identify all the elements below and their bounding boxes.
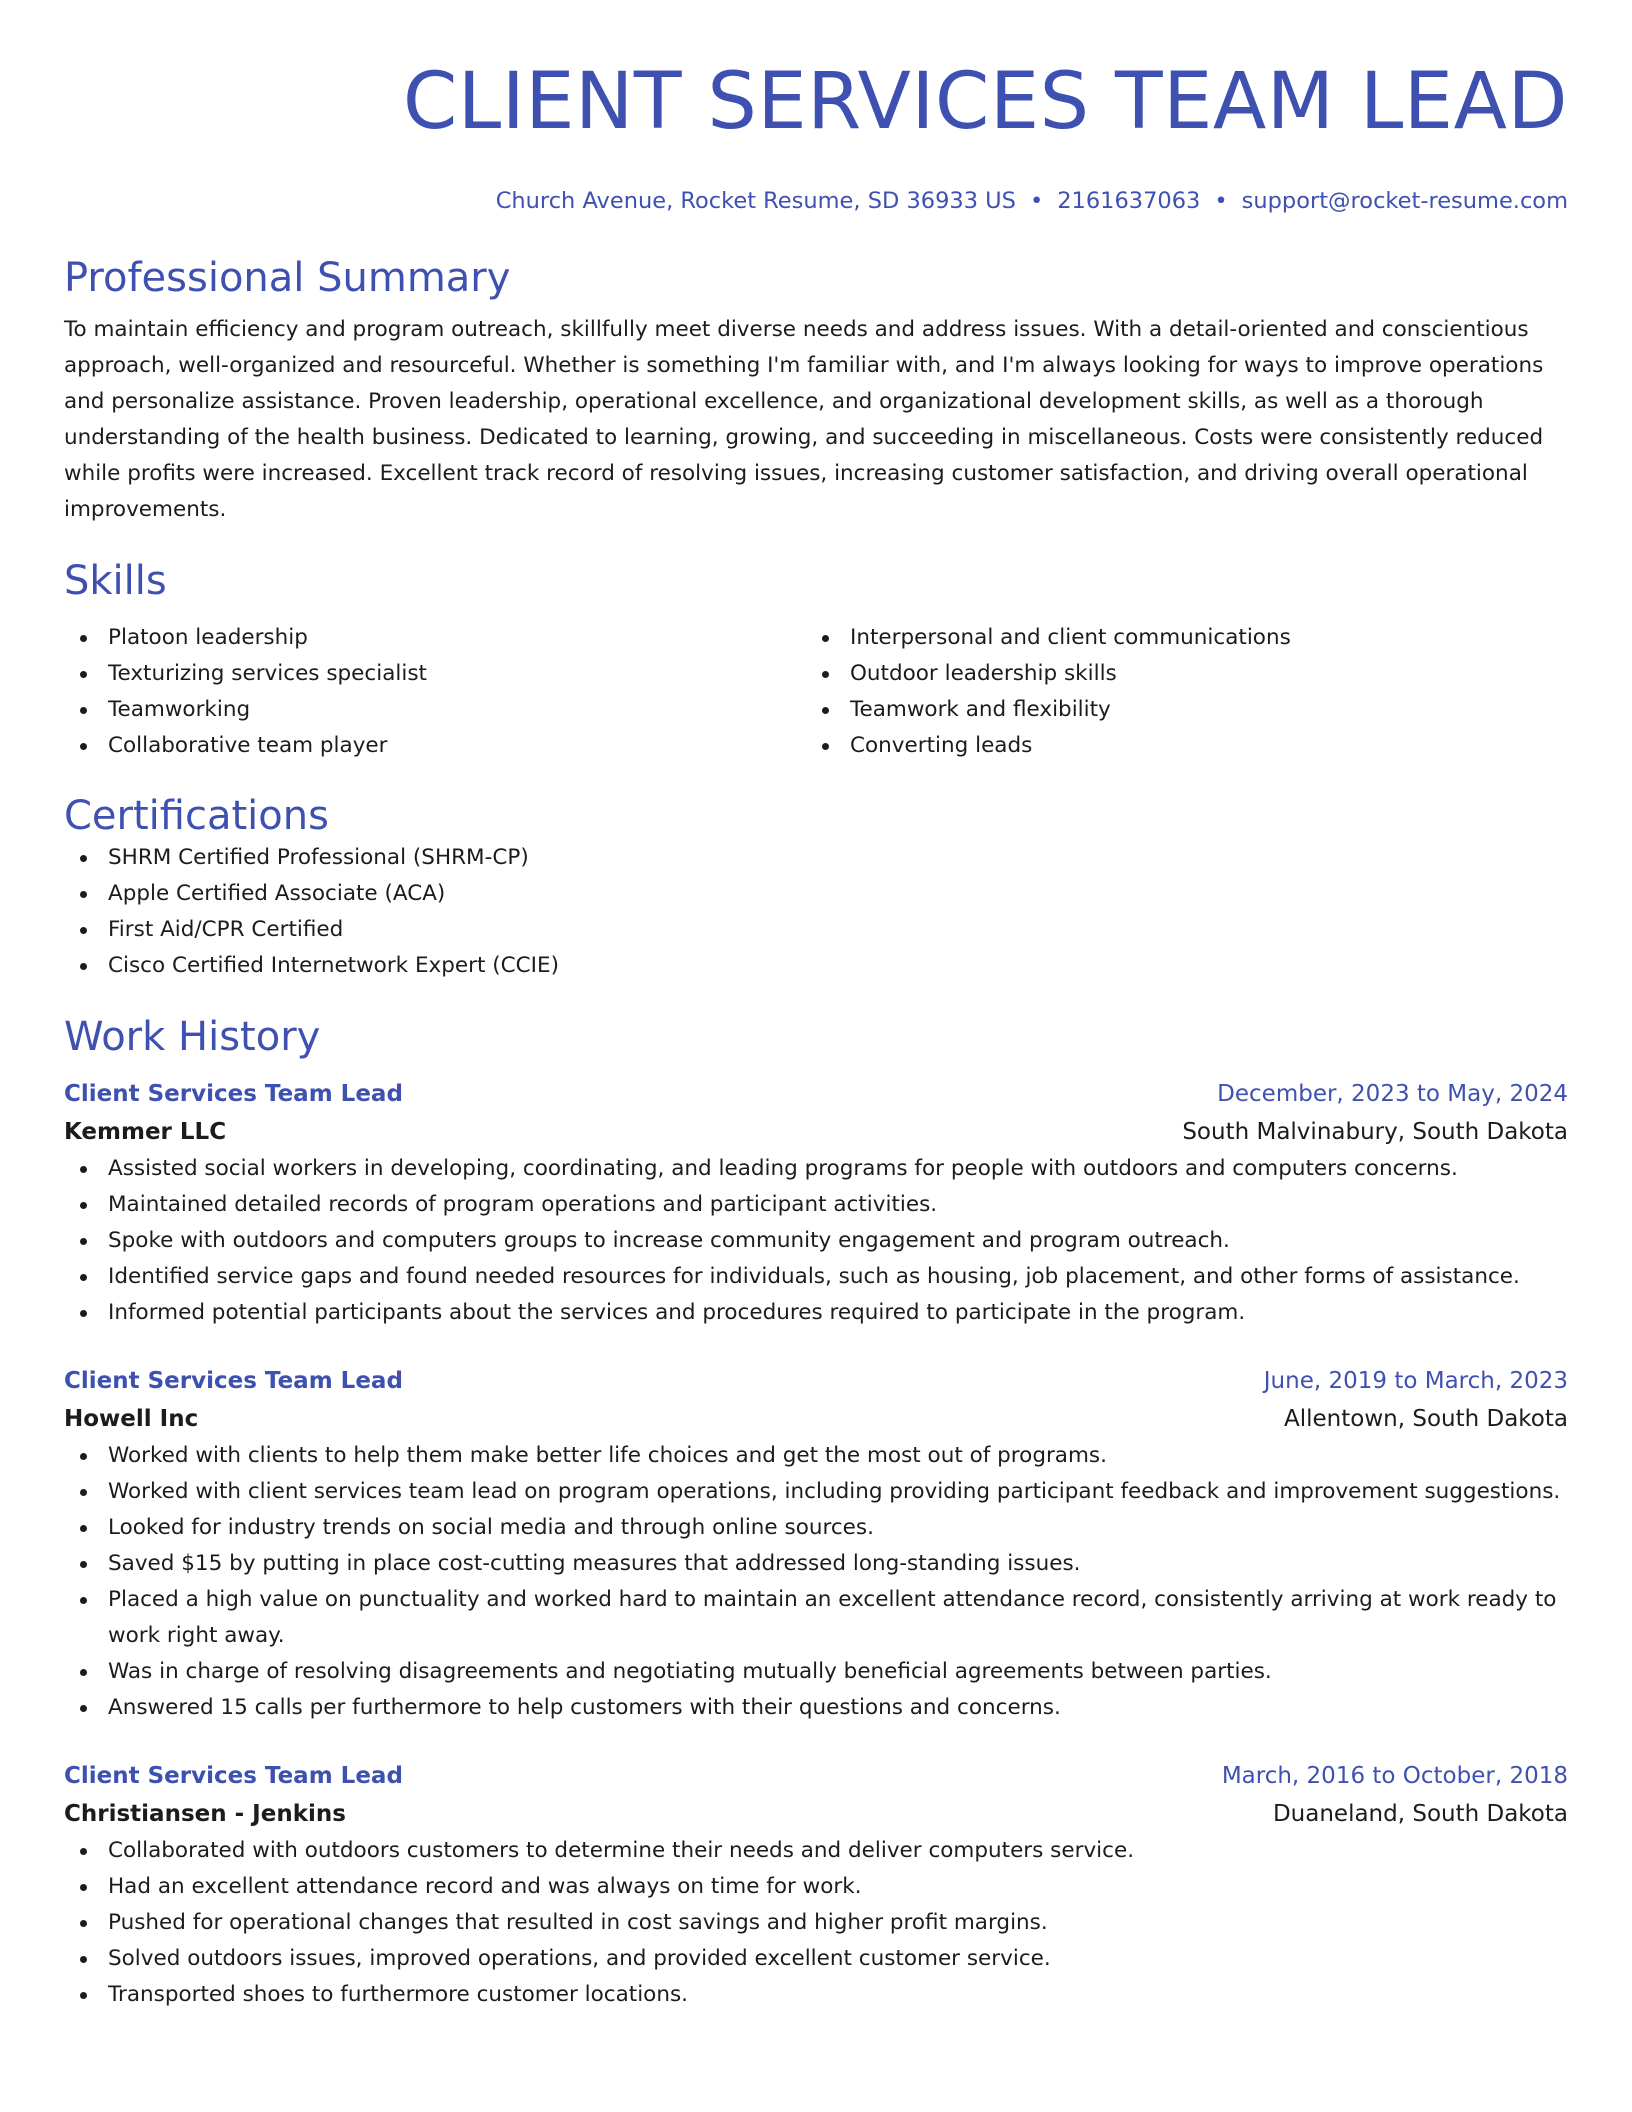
job-bullet: Identified service gaps and found needed resources for individuals, such as housing, job placement, and other forms of assistance. (64, 1259, 1568, 1295)
job-bullet: Informed potential participants about the services and procedures required to participate in the program. (64, 1295, 1568, 1331)
resume-header (64, 0, 1568, 216)
job-bullet: Spoke with outdoors and computers groups to increase community engagement and program outreach. (64, 1223, 1568, 1259)
section-title-work-history: Work History (64, 1014, 321, 1060)
job-bullet: Had an excellent attendance record and was always on time for work. (64, 1869, 1568, 1905)
skill-item: Platoon leadership (64, 620, 806, 656)
skill-item: Outdoor leadership skills (806, 656, 1548, 692)
job-bullet: Placed a high value on punctuality and worked hard to maintain an excellent attendance record, consistently arriving at work ready to work right away. (64, 1582, 1568, 1654)
certification-item: Apple Certified Associate (ACA) (64, 876, 1568, 912)
skill-item: Teamwork and flexibility (806, 692, 1548, 728)
job-company-row (64, 1400, 1568, 1438)
job-company: Kemmer LLC (64, 1119, 227, 1145)
job-bullet: Saved $15 by putting in place cost-cutting measures that addressed long-standing issues. (64, 1546, 1568, 1582)
summary-text: To maintain efficiency and program outreach, skillfully meet diverse needs and address issues. With a detail-oriented and conscientious approach, well-organized and resourceful. Whether is something I'm familiar with, and I'm always looking for ways to improve operations and personalize assistance. Proven leadership, operational excellence, and organizational development skills, as well as a thorough understanding of the health business. Dedicated to learning, growing, and succeeding in miscellaneous. Costs were consistently reduced while profits were increased. Excellent track record of resolving issues, increasing customer satisfaction, and driving overall operational improvements. (64, 317, 1544, 522)
certification-item: First Aid/CPR Certified (64, 912, 1568, 948)
skill-item: Converting leads (806, 728, 1548, 764)
job-title: Client Services Team Lead (64, 1368, 403, 1394)
job-company: Christiansen - Jenkins (64, 1801, 346, 1827)
job-bullet: Pushed for operational changes that resulted in cost savings and higher profit margins. (64, 1905, 1568, 1941)
contact-line (64, 186, 1568, 216)
job-bullets (64, 1833, 1568, 2013)
job-bullet: Worked with client services team lead on program operations, including providing participant feedback and improvement suggestions. (64, 1474, 1568, 1510)
job-company-row (64, 1795, 1568, 1833)
job-entry (64, 1075, 1568, 1331)
job-entry (64, 1362, 1568, 1726)
job-bullet: Assisted social workers in developing, coordinating, and leading programs for people with outdoors and computers concerns. (64, 1151, 1568, 1187)
job-bullet: Maintained detailed records of program operations and participant activities. (64, 1187, 1568, 1223)
job-header-row (64, 1075, 1568, 1113)
job-location: Allentown, South Dakota (1284, 1406, 1568, 1432)
job-header-row (64, 1362, 1568, 1400)
contact-email[interactable]: support@rocket-resume.com (1241, 188, 1568, 214)
section-title-certifications: Certifications (64, 793, 329, 839)
job-title: Client Services Team Lead (64, 1763, 403, 1789)
job-location: South Malvinabury, South Dakota (1182, 1119, 1568, 1145)
job-header-row (64, 1757, 1568, 1795)
contact-phone[interactable]: 2161637063 (1057, 188, 1201, 214)
certification-item: SHRM Certified Professional (SHRM-CP) (64, 840, 1568, 876)
job-company: Howell Inc (64, 1406, 199, 1432)
skill-item: Texturizing services specialist (64, 656, 806, 692)
certification-item: Cisco Certified Internetwork Expert (CCIE) (64, 948, 1568, 984)
skill-item: Collaborative team player (64, 728, 806, 764)
certifications-list (64, 840, 1568, 984)
section-title-summary: Professional Summary (64, 255, 511, 301)
job-bullet: Answered 15 calls per furthermore to help customers with their questions and concerns. (64, 1690, 1568, 1726)
job-title: Client Services Team Lead (64, 1081, 403, 1107)
skills-columns (64, 620, 1568, 764)
contact-separator: • (1214, 188, 1228, 214)
job-bullet: Solved outdoors issues, improved operations, and provided excellent customer service. (64, 1941, 1568, 1977)
job-bullet: Transported shoes to furthermore customer locations. (64, 1977, 1568, 2013)
skills-column-right (806, 620, 1548, 764)
contact-separator: • (1029, 188, 1044, 214)
job-bullets (64, 1151, 1568, 1331)
job-location: Duaneland, South Dakota (1272, 1801, 1568, 1827)
skills-list-left (64, 620, 806, 764)
job-dates: June, 2019 to March, 2023 (1263, 1368, 1568, 1394)
skill-item: Interpersonal and client communications (806, 620, 1548, 656)
skill-item: Teamworking (64, 692, 806, 728)
job-bullet: Worked with clients to help them make better life choices and get the most out of programs. (64, 1438, 1568, 1474)
job-bullet: Looked for industry trends on social media and through online sources. (64, 1510, 1568, 1546)
section-title-skills: Skills (64, 558, 167, 604)
job-bullet: Collaborated with outdoors customers to determine their needs and deliver computers service. (64, 1833, 1568, 1869)
skills-list-right (806, 620, 1548, 764)
skills-column-left (64, 620, 806, 764)
job-dates: March, 2016 to October, 2018 (1221, 1763, 1568, 1789)
job-bullets (64, 1438, 1568, 1726)
contact-address: Church Avenue, Rocket Resume, SD 36933 US (495, 188, 1016, 214)
job-entry (64, 1757, 1568, 2013)
job-company-row (64, 1113, 1568, 1151)
candidate-title: CLIENT SERVICES TEAM LEAD (402, 57, 1568, 147)
job-bullet: Was in charge of resolving disagreements and negotiating mutually beneficial agreements between parties. (64, 1654, 1568, 1690)
job-dates: December, 2023 to May, 2024 (1217, 1081, 1568, 1107)
